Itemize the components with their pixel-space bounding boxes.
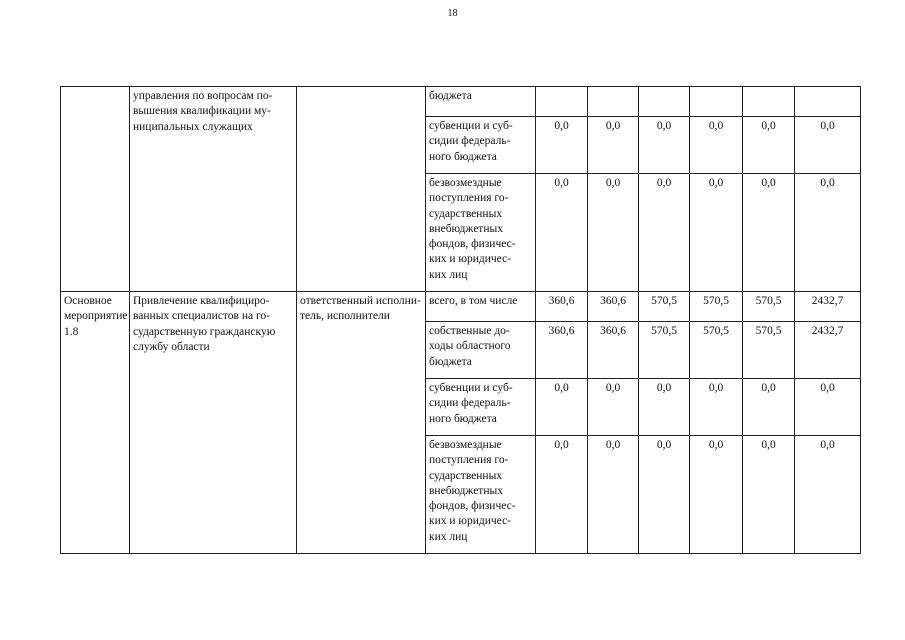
value-cell: 0,0 — [690, 117, 743, 174]
table-row — [61, 292, 861, 322]
value-cell: 0,0 — [639, 436, 690, 554]
value-cell: 0,0 — [639, 379, 690, 436]
funding-source-cell: безвозмездные поступления го- сударственных внебюджетных фондов, физичес- ких и юридичес- ких лиц — [426, 174, 536, 292]
value-cell: 0,0 — [536, 379, 588, 436]
value-cell: 360,6 — [536, 322, 588, 379]
value-cell: 0,0 — [743, 436, 795, 554]
table-row — [61, 87, 861, 117]
value-cell: 0,0 — [690, 174, 743, 292]
value-cell: 0,0 — [588, 117, 639, 174]
funding-source-cell: собственные до- ходы областного бюджета — [426, 322, 536, 379]
value-cell: 0,0 — [743, 117, 795, 174]
value-cell: 570,5 — [690, 322, 743, 379]
funding-source-cell: всего, в том числе — [426, 292, 536, 322]
funding-source-cell: безвозмездные поступления го- сударственных внебюджетных фондов, физичес- ких и юридичес- ких лиц — [426, 436, 536, 554]
page-number: 18 — [447, 8, 458, 19]
value-cell: 0,0 — [536, 436, 588, 554]
value-cell: 570,5 — [639, 322, 690, 379]
value-cell — [743, 87, 795, 117]
value-cell: 570,5 — [690, 292, 743, 322]
activity-code-cell — [61, 87, 130, 292]
value-cell: 0,0 — [588, 174, 639, 292]
value-cell: 0,0 — [690, 379, 743, 436]
value-cell: 0,0 — [743, 379, 795, 436]
value-cell: 0,0 — [536, 117, 588, 174]
value-cell: 360,6 — [536, 292, 588, 322]
table-body — [61, 87, 861, 554]
activity-name-cell: Привлечение квалифициро- ванных специалистов на го- сударственную гражданскую службу области — [130, 292, 297, 554]
budget-table — [60, 86, 861, 554]
funding-source-cell: субвенции и суб- сидии федераль- ного бюджета — [426, 117, 536, 174]
value-cell: 0,0 — [588, 379, 639, 436]
value-cell — [795, 87, 861, 117]
value-cell — [536, 87, 588, 117]
value-cell: 0,0 — [588, 436, 639, 554]
value-cell: 0,0 — [639, 117, 690, 174]
value-cell: 2432,7 — [795, 322, 861, 379]
value-cell — [690, 87, 743, 117]
value-cell: 0,0 — [795, 174, 861, 292]
value-cell: 570,5 — [639, 292, 690, 322]
value-cell: 2432,7 — [795, 292, 861, 322]
responsible-cell — [297, 87, 426, 292]
value-cell: 360,6 — [588, 292, 639, 322]
value-cell: 0,0 — [795, 117, 861, 174]
activity-code-cell: Основное мероприятие 1.8 — [61, 292, 130, 554]
value-cell: 0,0 — [536, 174, 588, 292]
value-cell: 0,0 — [639, 174, 690, 292]
funding-source-cell: субвенции и суб- сидии федераль- ного бюджета — [426, 379, 536, 436]
value-cell: 0,0 — [795, 379, 861, 436]
value-cell — [588, 87, 639, 117]
value-cell: 360,6 — [588, 322, 639, 379]
value-cell: 0,0 — [795, 436, 861, 554]
value-cell: 570,5 — [743, 322, 795, 379]
value-cell: 0,0 — [690, 436, 743, 554]
value-cell: 570,5 — [743, 292, 795, 322]
value-cell — [639, 87, 690, 117]
value-cell: 0,0 — [743, 174, 795, 292]
responsible-cell: ответственный исполни- тель, исполнители — [297, 292, 426, 554]
activity-name-cell: управления по вопросам по- вышения квалификации му- ниципальных служащих — [130, 87, 297, 292]
funding-source-cell: бюджета — [426, 87, 536, 117]
